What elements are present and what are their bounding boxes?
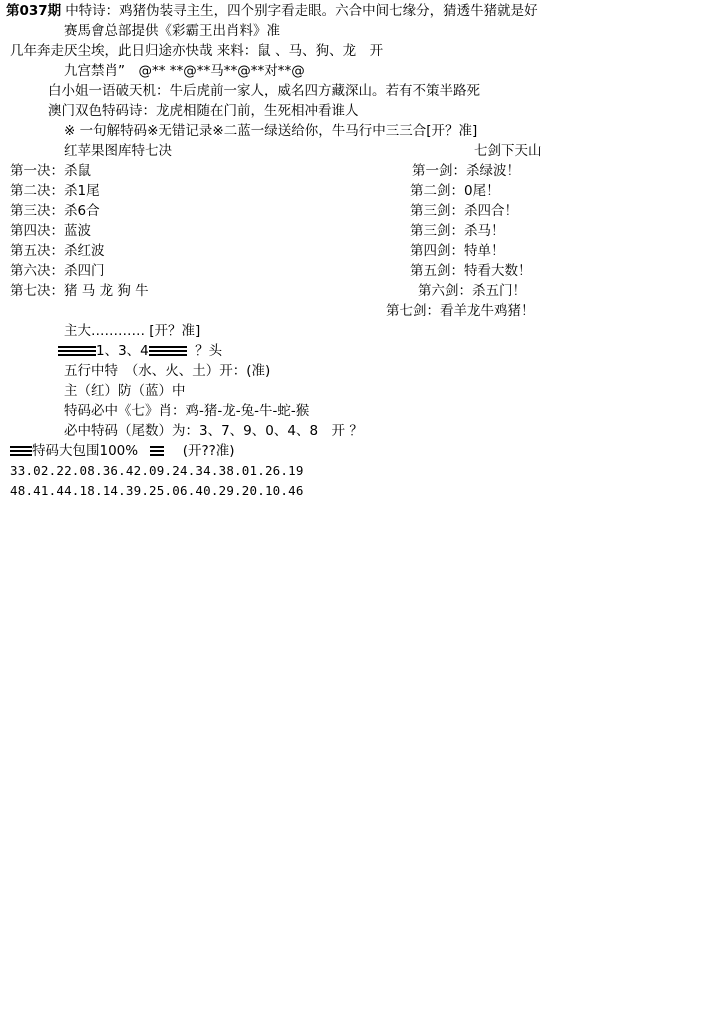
zodiac-line: 特码必中《七》肖：鸡-猪-龙-兔-牛-蛇-猴: [64, 403, 310, 419]
sword-item: 第五剑：特看大数！: [410, 263, 532, 279]
numbers-row-2: 48.41.44.18.14.39.25.06.40.29.20.10.46: [10, 483, 304, 498]
macau-poem-line: 澳门双色特码诗：龙虎相随在门前，生死相冲看谁人: [48, 103, 359, 119]
swords-title: 七剑下天山: [474, 143, 542, 159]
sword-item: 第二剑：0尾！: [410, 183, 500, 199]
heads-suffix: ？头: [195, 343, 223, 359]
nine-palace-line: 九宫禁肖” @** **@**马**@**对**@: [64, 63, 305, 79]
bars-package-left: [10, 446, 32, 456]
source-line: 赛馬會总部提供《彩霸王出肖料》准: [64, 23, 280, 39]
apple-item: 第三决：杀6合: [10, 203, 100, 219]
header-line: [6, 2, 538, 20]
sword-item: 第三剑：杀马！: [410, 223, 505, 239]
apple-title: 红苹果图库特七决: [64, 143, 172, 159]
bars-left: [58, 346, 96, 356]
bai-xiaojie-line: 白小姐一语破天机：牛后虎前一家人，威名四方藏深山。若有不策半路死: [48, 83, 480, 99]
apple-item: 第四决：蓝波: [10, 223, 91, 239]
heads-values: 1、3、4: [96, 343, 149, 359]
numbers-row-1: 33.02.22.08.36.42.09.24.34.38.01.26.19: [10, 463, 304, 478]
five-elements-line: 五行中特 （水、火、土）开：(准): [64, 363, 271, 379]
color-line: 主（红）防（蓝）中: [64, 383, 186, 399]
sword-item: 第六剑：杀五门！: [418, 283, 526, 299]
sword-item: 第七剑：看羊龙牛鸡猪！: [386, 303, 535, 319]
apple-item: 第二决：杀1尾: [10, 183, 100, 199]
apple-item: 第五决：杀红波: [10, 243, 105, 259]
heads-line: [58, 342, 222, 360]
header-poem: 中特诗：鸡猪伪装寻主生，四个别字看走眼。六合中间七缘分，猜透牛猪就是好: [65, 3, 538, 19]
package-line: [10, 442, 235, 460]
sword-item: 第四剑：特单！: [410, 243, 505, 259]
sword-item: 第一剑：杀绿波！: [412, 163, 520, 179]
bars-package-right: [150, 446, 164, 456]
apple-item: 第七决：猪 马 龙 狗 牛: [10, 283, 149, 299]
apple-item: 第六决：杀四门: [10, 263, 105, 279]
years-line: 几年奔走厌尘埃，此日归途亦快哉 来料：鼠 、马、狗、龙 开: [10, 43, 384, 59]
main-big-line: 主大………… [开？准]: [64, 323, 201, 339]
sword-item: 第三剑：杀四合！: [410, 203, 518, 219]
one-sentence-line: ※ 一句解特码※无错记录※二蓝一绿送给你，牛马行中三三合[开？准]: [64, 123, 478, 139]
tail-line: 必中特码（尾数）为：3、7、9、0、4、8 开 ？: [64, 423, 363, 439]
package-suffix: (开??准): [182, 443, 235, 459]
issue-number: 第037期: [6, 3, 62, 19]
bars-right: [149, 346, 187, 356]
apple-item: 第一决：杀鼠: [10, 163, 91, 179]
package-label: 特码大包围100%: [32, 443, 139, 459]
